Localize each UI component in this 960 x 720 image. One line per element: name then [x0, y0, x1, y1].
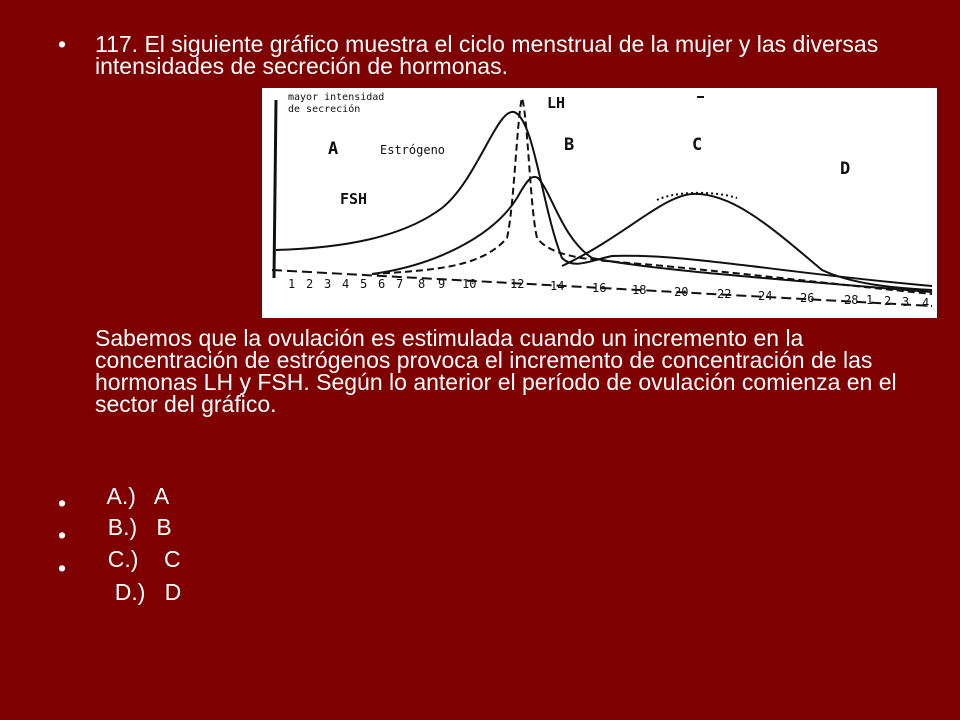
x-tick: 2 [306, 277, 314, 291]
x-tick: 3 [324, 277, 332, 291]
x-tick: 18 [632, 283, 647, 297]
y-axis [274, 100, 276, 278]
option-d[interactable] [102, 556, 181, 604]
sector-a-label: A [328, 139, 339, 159]
x-tick: 7 [396, 277, 404, 291]
option-c-value: C [164, 546, 181, 572]
bullet-option-c: • [58, 522, 67, 548]
x-tick: 3 [902, 295, 910, 309]
x-tick: 12 [510, 277, 525, 291]
x-tick: 2 [884, 294, 892, 308]
option-b-label: B.) [107, 514, 138, 540]
x-tick: 4 [342, 277, 350, 291]
x-tick: 20 [674, 285, 689, 299]
question-text: 117. El siguiente gráfico muestra el ciclo menstrual de la mujer y las diversas intensidades de secreción de hormonas. [95, 31, 879, 79]
lh-curve [372, 98, 932, 294]
option-b-value: B [156, 514, 172, 540]
bullet-option-b: • [58, 490, 67, 516]
option-c-label: C.) [107, 546, 139, 572]
x-tick: 1 [288, 277, 296, 291]
ylabel-line1: mayor intensidad [288, 92, 385, 103]
lh-label: LH [547, 94, 566, 112]
x-tick: 24 [758, 289, 773, 303]
x-tick: 16 [592, 281, 607, 295]
bullet-option-d: • [58, 555, 67, 581]
x-tick: 10 [462, 277, 477, 291]
x-tick: 5 [360, 277, 368, 291]
menstrual-cycle-figure [262, 88, 937, 318]
explanation-text: Sabemos que la ovulación es estimulada cuando un incremento en la concentración de estrógenos provoca el incremento de concentración de las hormonas LH y FSH. Según lo anterior el período de ovulación comienza en el sector del gráfico. [95, 325, 897, 417]
sector-b-label: B [564, 135, 575, 155]
sector-c-label: C [692, 135, 703, 155]
option-a-value: A [153, 483, 170, 509]
bullet-question: • [58, 31, 67, 57]
x-tick: 8 [418, 277, 426, 291]
option-a-label: A.) [106, 483, 136, 509]
x-tick: 1 [866, 293, 874, 307]
option-d-value: D [164, 579, 182, 605]
x-tick: 14 [550, 279, 565, 293]
x-tick: 4 [922, 296, 930, 310]
x-tick: 28 [844, 293, 859, 307]
x-axis-ticks [288, 277, 929, 310]
x-tick: 22 [717, 287, 732, 301]
x-tick: 6 [378, 277, 386, 291]
hormone-curves-graphic [262, 88, 937, 318]
sector-d-label: D [840, 159, 851, 179]
estrogen-label: Estrógeno [380, 143, 446, 157]
x-tick: 9 [438, 277, 446, 291]
fsh-label: FSH [340, 190, 368, 208]
ylabel-line2: de secreción [288, 104, 361, 115]
x-tick: 26 [800, 291, 815, 305]
option-d-label: D.) [114, 579, 146, 605]
